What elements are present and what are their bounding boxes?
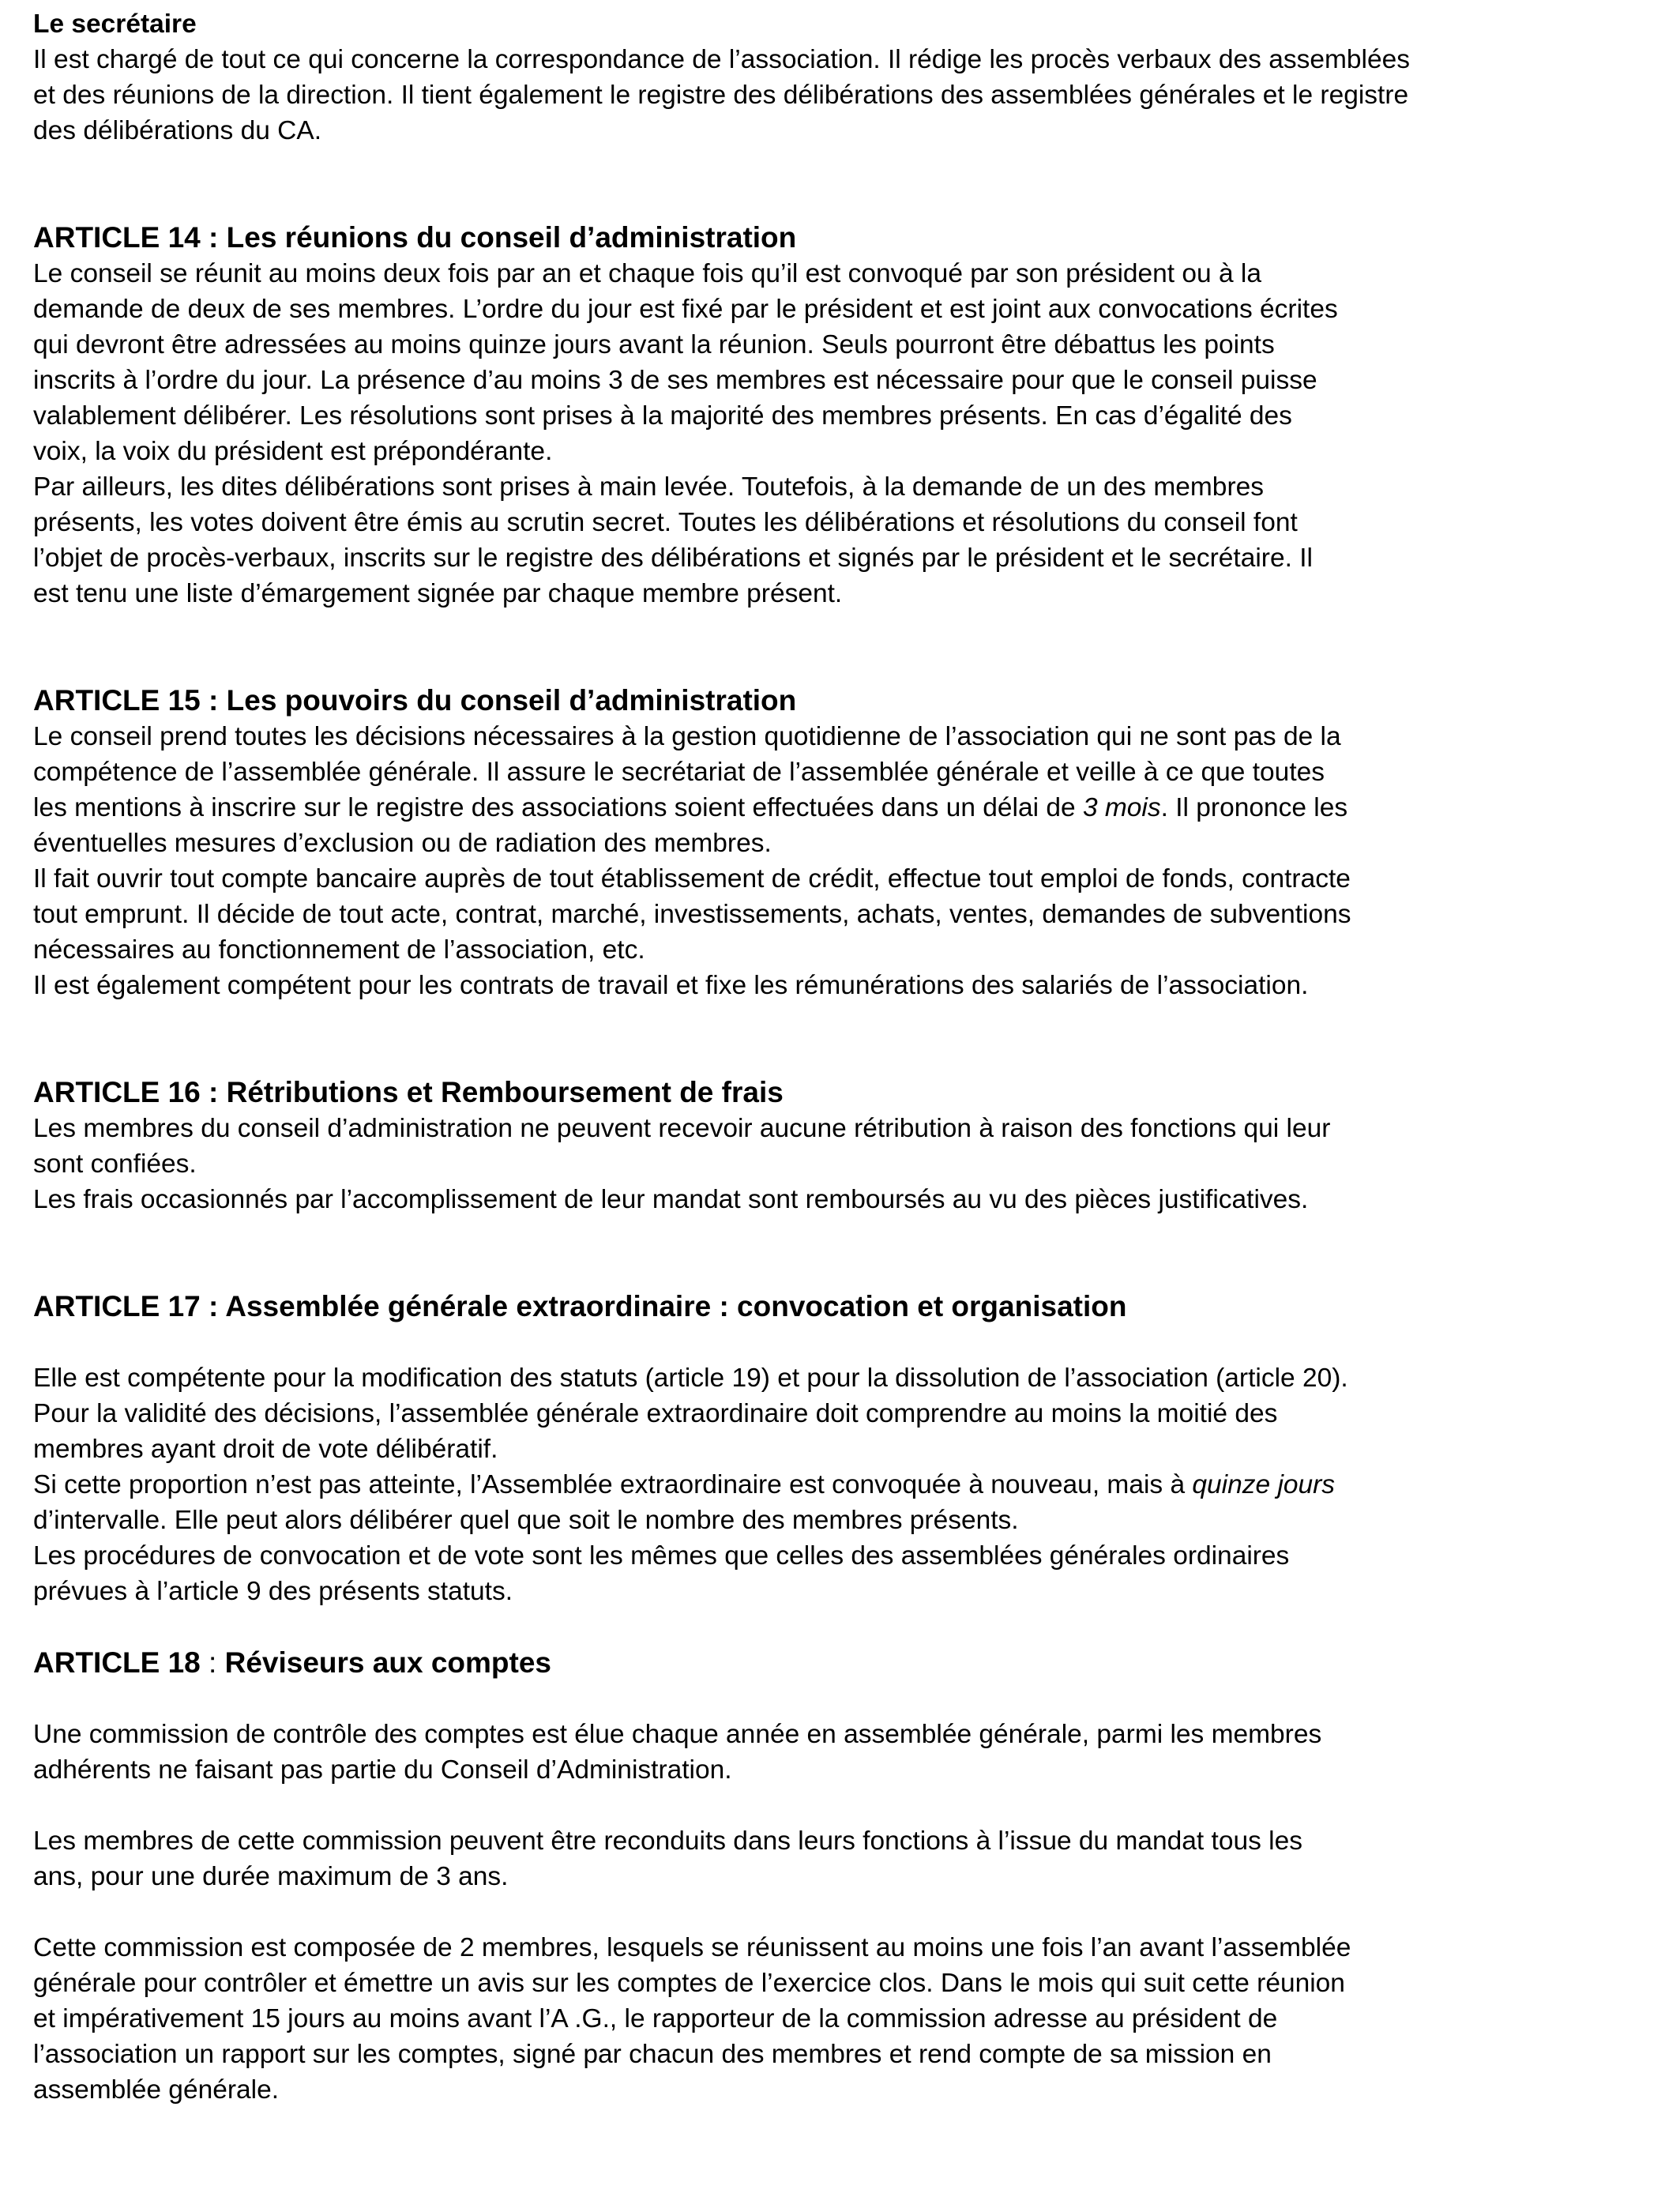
section-article-18: [33, 1645, 1597, 2108]
text-line: Il est également compétent pour les contrats de travail et fixe les rémunérations des salariés de l’association.: [33, 971, 1309, 1000]
article-18-label: ARTICLE 18: [33, 1646, 201, 1679]
text-line: voix, la voix du président est prépondérante.: [33, 437, 553, 466]
text-line: tout emprunt. Il décide de tout acte, contrat, marché, investissements, achats, ventes, demandes de subventions: [33, 900, 1351, 929]
text-line: Le conseil prend toutes les décisions nécessaires à la gestion quotidienne de l’association qui ne sont pas de la: [33, 722, 1341, 751]
text-line: inscrits à l’ordre du jour. La présence d’au moins 3 de ses membres est nécessaire pour que le conseil puisse: [33, 366, 1317, 395]
text-line: présents, les votes doivent être émis au scrutin secret. Toutes les délibérations et résolutions du conseil font: [33, 508, 1298, 537]
text-line: Le conseil se réunit au moins deux fois par an et chaque fois qu’il est convoqué par son président ou à la: [33, 259, 1262, 288]
title-separator: :: [200, 1646, 225, 1679]
text-line: membres ayant droit de vote délibératif.: [33, 1435, 498, 1464]
text-line: Les procédures de convocation et de vote sont les mêmes que celles des assemblées générales ordinaires: [33, 1541, 1290, 1571]
text-line: et impérativement 15 jours au moins avant l’A .G., le rapporteur de la commission adresse au président de: [33, 2004, 1278, 2033]
text-fragment: les mentions à inscrire sur le registre des associations soient effectuées dans un délai de: [33, 793, 1083, 822]
text-line: Il est chargé de tout ce qui concerne la correspondance de l’association. Il rédige les procès verbaux des assemblées: [33, 45, 1410, 74]
article-18-subject: Réviseurs aux comptes: [224, 1646, 551, 1679]
text-line: Les membres du conseil d’administration ne peuvent recevoir aucune rétribution à raison des fonctions qui leur: [33, 1114, 1331, 1143]
section-article-14: [33, 220, 1597, 611]
text-line: compétence de l’assemblée générale. Il assure le secrétariat de l’assemblée générale et veille à ce que toutes: [33, 758, 1325, 787]
text-line: ans, pour une durée maximum de 3 ans.: [33, 1862, 509, 1891]
text-line: et des réunions de la direction. Il tient également le registre des délibérations des assemblées générales et le registre: [33, 81, 1409, 110]
text-line: assemblée générale.: [33, 2075, 280, 2105]
text-line: des délibérations du CA.: [33, 116, 321, 145]
text-line: l’association un rapport sur les comptes, signé par chacun des membres et rend compte de sa mission en: [33, 2040, 1272, 2069]
text-line: [33, 1467, 1597, 1503]
text-line: l’objet de procès-verbaux, inscrits sur le registre des délibérations et signés par le président et le secrétaire. Il: [33, 544, 1313, 573]
text-line: Par ailleurs, les dites délibérations sont prises à main levée. Toutefois, à la demande de un des membres: [33, 472, 1264, 502]
text-fragment: . Il prononce les: [1160, 793, 1348, 822]
article-17-title: ARTICLE 17 : Assemblée générale extraordinaire : convocation et organisation: [33, 1290, 1127, 1322]
text-line: valablement délibérer. Les résolutions sont prises à la majorité des membres présents. En cas d’égalité des: [33, 401, 1292, 431]
text-line: d’intervalle. Elle peut alors délibérer quel que soit le nombre des membres présents.: [33, 1506, 1019, 1535]
article-15-title: ARTICLE 15 : Les pouvoirs du conseil d’administration: [33, 684, 797, 717]
text-line: nécessaires au fonctionnement de l’association, etc.: [33, 935, 645, 965]
article-16-title: ARTICLE 16 : Rétributions et Remboursement de frais: [33, 1076, 784, 1108]
text-line: qui devront être adressées au moins quinze jours avant la réunion. Seuls pourront être débattus les points: [33, 330, 1275, 359]
text-line: Il fait ouvrir tout compte bancaire auprès de tout établissement de crédit, effectue tout emploi de fonds, contracte: [33, 864, 1351, 893]
text-line: Une commission de contrôle des comptes est élue chaque année en assemblée générale, parmi les membres: [33, 1720, 1322, 1749]
article-14-title: ARTICLE 14 : Les réunions du conseil d’administration: [33, 221, 797, 254]
text-line: générale pour contrôler et émettre un avis sur les comptes de l’exercice clos. Dans le mois qui suit cette réunion: [33, 1969, 1345, 1998]
text-line: Elle est compétente pour la modification des statuts (article 19) et pour la dissolution de l’association (article 20).: [33, 1364, 1348, 1393]
document-page: [33, 6, 1597, 2108]
text-line: Les frais occasionnés par l’accomplissement de leur mandat sont remboursés au vu des pièces justificatives.: [33, 1185, 1309, 1214]
text-line: est tenu une liste d’émargement signée par chaque membre présent.: [33, 579, 843, 608]
section-article-16: [33, 1074, 1597, 1217]
text-line: Pour la validité des décisions, l’assemblée générale extraordinaire doit comprendre au moins la moitié des: [33, 1399, 1278, 1428]
emphasis-text: quinze jours: [1192, 1470, 1336, 1499]
section-secretaire: [33, 6, 1597, 149]
text-line: Cette commission est composée de 2 membres, lesquels se réunissent au moins une fois l’an avant l’assemblée: [33, 1933, 1351, 1962]
emphasis-text: 3 mois: [1082, 793, 1161, 822]
text-line: adhérents ne faisant pas partie du Conseil d’Administration.: [33, 1755, 732, 1785]
text-line: demande de deux de ses membres. L’ordre du jour est fixé par le président et est joint aux convocations écrites: [33, 295, 1338, 324]
text-fragment: Si cette proportion n’est pas atteinte, l’Assemblée extraordinaire est convoquée à nouveau, mais à: [33, 1470, 1193, 1499]
text-line: Les membres de cette commission peuvent être reconduits dans leurs fonctions à l’issue du mandat tous les: [33, 1826, 1302, 1856]
text-line: [33, 790, 1597, 826]
section-article-15: [33, 683, 1597, 1003]
section-article-17: [33, 1288, 1597, 1609]
text-line: éventuelles mesures d’exclusion ou de radiation des membres.: [33, 829, 772, 858]
text-line: sont confiées.: [33, 1149, 197, 1179]
article-18-title: [33, 1645, 1597, 1681]
text-line: prévues à l’article 9 des présents statuts.: [33, 1577, 513, 1606]
section-title-secretaire: Le secrétaire: [33, 9, 197, 39]
